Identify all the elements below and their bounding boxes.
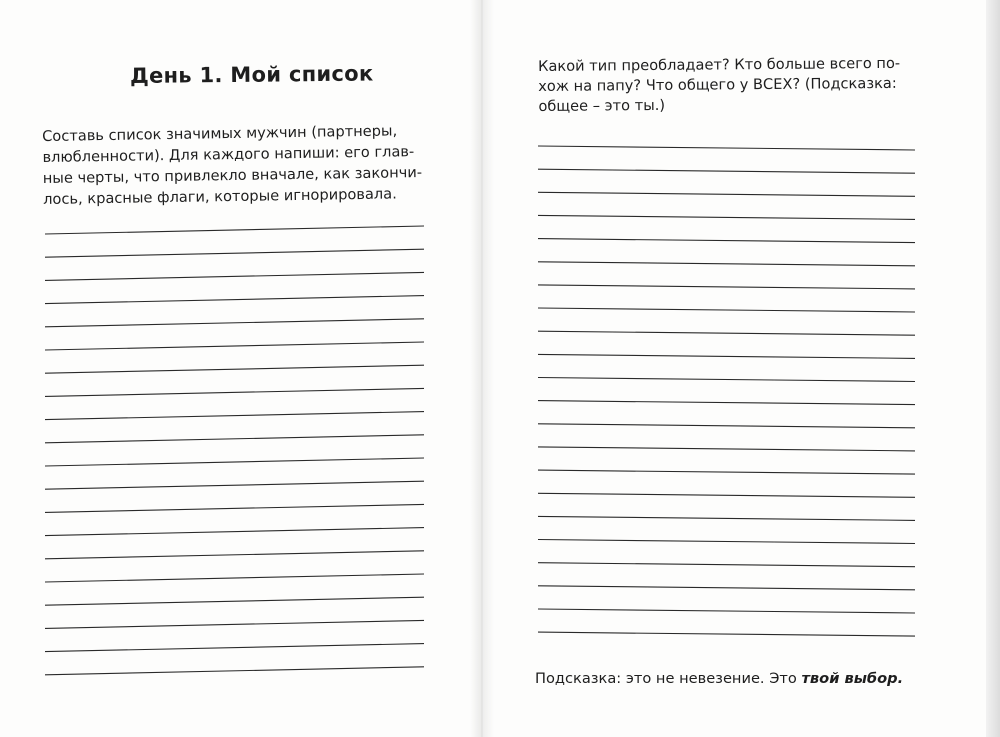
question-line: хож на папу? Что общего у ВСЕХ? (Подсказка:	[538, 74, 897, 95]
page-title: День 1. Мой список	[129, 61, 374, 88]
question-text	[538, 54, 921, 117]
tip-prefix: Подсказка: это не невезение. Это	[535, 670, 802, 687]
instruction-line: лось, красные флаги, которые игнорировала.	[43, 185, 397, 208]
instruction-line: ные черты, что привлекло вначале, как закончи-	[42, 164, 423, 187]
book-gutter	[470, 0, 494, 737]
question-line: Какой тип преобладает? Кто больше всего по-	[538, 54, 901, 75]
instruction-text	[42, 120, 435, 210]
question-line: общее – это ты.)	[538, 96, 666, 115]
page-edge	[986, 0, 1000, 737]
instruction-line: Составь список значимых мужчин (партнеры,	[42, 122, 398, 145]
left-page	[0, 0, 482, 737]
instruction-line: влюбленности). Для каждого напиши: его глав-	[42, 143, 415, 166]
tip-text	[535, 670, 925, 687]
tip-accent: твой выбор.	[801, 670, 904, 687]
